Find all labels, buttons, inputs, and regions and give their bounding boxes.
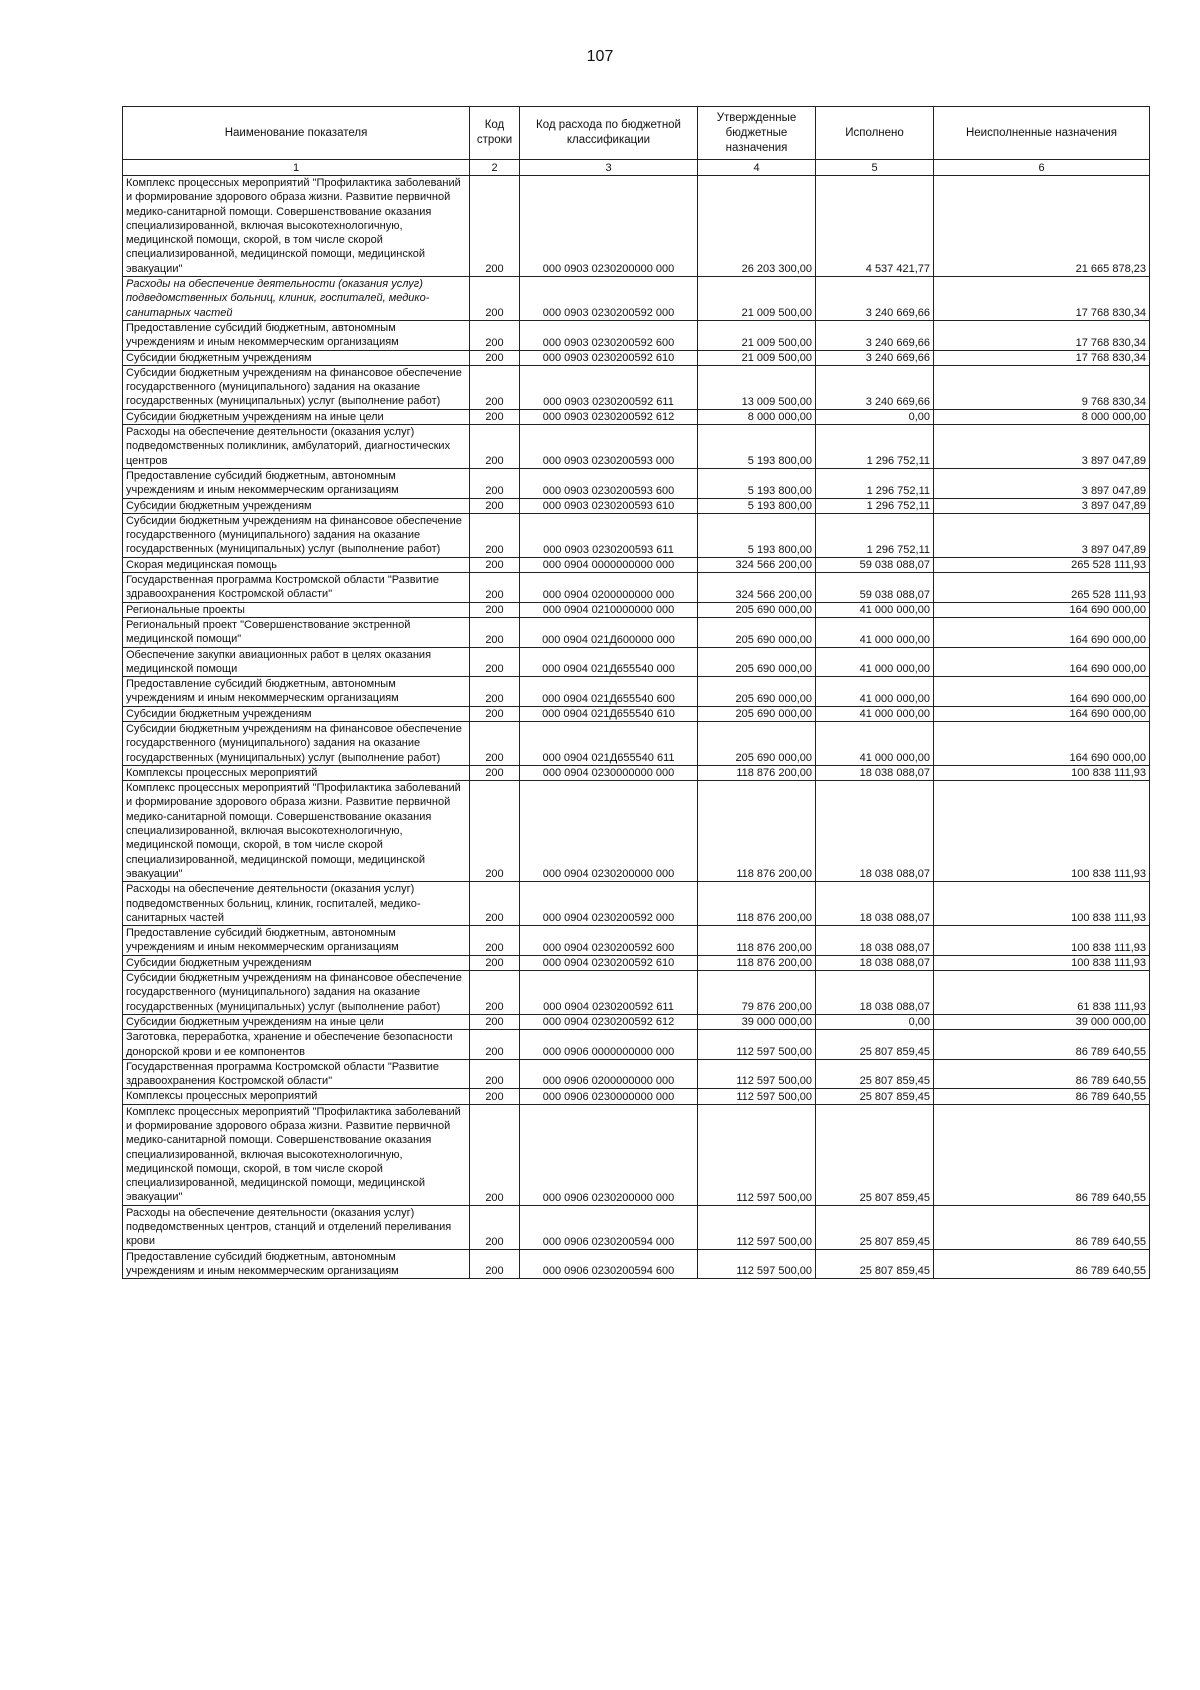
header-approved: Утвержденные бюджетные назначения bbox=[698, 107, 816, 160]
table-row bbox=[123, 1249, 1150, 1279]
approved-cell: 8 000 000,00 bbox=[698, 409, 816, 424]
expense-code-cell: 000 0904 0230200592 611 bbox=[520, 971, 698, 1015]
executed-cell: 3 240 669,66 bbox=[816, 277, 934, 321]
approved-cell: 5 193 800,00 bbox=[698, 498, 816, 513]
executed-cell: 18 038 088,07 bbox=[816, 882, 934, 926]
table-row bbox=[123, 573, 1150, 603]
indicator-name-cell: Субсидии бюджетным учреждениям на финансовое обеспечение государственного (муниципального) задания на оказание государственных (муниципальных) услуг (выполнение работ) bbox=[123, 971, 470, 1015]
expense-code-cell: 000 0903 0230200592 612 bbox=[520, 409, 698, 424]
indicator-name-cell: Комплексы процессных мероприятий bbox=[123, 765, 470, 780]
line-code-cell: 200 bbox=[470, 765, 520, 780]
expense-code-cell: 000 0904 021Д655540 611 bbox=[520, 721, 698, 765]
line-code-cell: 200 bbox=[470, 721, 520, 765]
table-row bbox=[123, 971, 1150, 1015]
table-row bbox=[123, 1089, 1150, 1104]
unexecuted-cell: 265 528 111,93 bbox=[934, 573, 1150, 603]
line-code-cell: 200 bbox=[470, 277, 520, 321]
unexecuted-cell: 164 690 000,00 bbox=[934, 706, 1150, 721]
line-code-cell: 200 bbox=[470, 1014, 520, 1029]
indicator-name-cell: Комплексы процессных мероприятий bbox=[123, 1089, 470, 1104]
indicator-name-cell: Предоставление субсидий бюджетным, автономным учреждениям и иным некоммерческим организациям bbox=[123, 677, 470, 707]
executed-cell: 59 038 088,07 bbox=[816, 557, 934, 572]
executed-cell: 25 807 859,45 bbox=[816, 1059, 934, 1089]
table-row bbox=[123, 557, 1150, 572]
table-row bbox=[123, 425, 1150, 469]
line-code-cell: 200 bbox=[470, 498, 520, 513]
header-indicator-name: Наименование показателя bbox=[123, 107, 470, 160]
line-code-cell: 200 bbox=[470, 706, 520, 721]
table-row bbox=[123, 277, 1150, 321]
approved-cell: 21 009 500,00 bbox=[698, 350, 816, 365]
indicator-name-cell: Комплекс процессных мероприятий "Профилактика заболеваний и формирование здорового образа жизни. Развитие первичной медико-санитарной помощи. Совершенствование оказания специализированной, включая высокотехнологичную, медицинской помощи, скорой, в том числе скорой специализированной, медицинской помощи, медицинской эвакуации" bbox=[123, 781, 470, 882]
table-row bbox=[123, 602, 1150, 617]
unexecuted-cell: 265 528 111,93 bbox=[934, 557, 1150, 572]
expense-code-cell: 000 0903 0230200592 610 bbox=[520, 350, 698, 365]
approved-cell: 21 009 500,00 bbox=[698, 320, 816, 350]
executed-cell: 1 296 752,11 bbox=[816, 498, 934, 513]
table-row bbox=[123, 1030, 1150, 1060]
expense-code-cell: 000 0904 0230200000 000 bbox=[520, 781, 698, 882]
approved-cell: 13 009 500,00 bbox=[698, 365, 816, 409]
executed-cell: 41 000 000,00 bbox=[816, 602, 934, 617]
line-code-cell: 200 bbox=[470, 365, 520, 409]
line-code-cell: 200 bbox=[470, 602, 520, 617]
indicator-name-cell: Комплекс процессных мероприятий "Профилактика заболеваний и формирование здорового образа жизни. Развитие первичной медико-санитарной помощи. Совершенствование оказания специализированной, включая высокотехнологичную, медицинской помощи, скорой, в том числе скорой специализированной, медицинской помощи, медицинской эвакуации" bbox=[123, 1104, 470, 1205]
table-row bbox=[123, 320, 1150, 350]
executed-cell: 25 807 859,45 bbox=[816, 1249, 934, 1279]
table-body bbox=[123, 176, 1150, 1279]
approved-cell: 112 597 500,00 bbox=[698, 1030, 816, 1060]
page-number: 107 bbox=[586, 48, 614, 65]
expense-code-cell: 000 0903 0230200593 600 bbox=[520, 468, 698, 498]
line-code-cell: 200 bbox=[470, 677, 520, 707]
executed-cell: 0,00 bbox=[816, 1014, 934, 1029]
approved-cell: 112 597 500,00 bbox=[698, 1104, 816, 1205]
table-row bbox=[123, 617, 1150, 647]
executed-cell: 1 296 752,11 bbox=[816, 513, 934, 557]
approved-cell: 205 690 000,00 bbox=[698, 602, 816, 617]
executed-cell: 3 240 669,66 bbox=[816, 320, 934, 350]
expense-code-cell: 000 0904 0230000000 000 bbox=[520, 765, 698, 780]
approved-cell: 118 876 200,00 bbox=[698, 926, 816, 956]
table-row bbox=[123, 513, 1150, 557]
table-row bbox=[123, 882, 1150, 926]
executed-cell: 18 038 088,07 bbox=[816, 955, 934, 970]
table-row bbox=[123, 409, 1150, 424]
line-code-cell: 200 bbox=[470, 425, 520, 469]
unexecuted-cell: 100 838 111,93 bbox=[934, 765, 1150, 780]
indicator-name-cell: Субсидии бюджетным учреждениям на иные цели bbox=[123, 409, 470, 424]
executed-cell: 1 296 752,11 bbox=[816, 468, 934, 498]
expense-code-cell: 000 0904 0200000000 000 bbox=[520, 573, 698, 603]
executed-cell: 3 240 669,66 bbox=[816, 365, 934, 409]
indicator-name-cell: Субсидии бюджетным учреждениям на финансовое обеспечение государственного (муниципального) задания на оказание государственных (муниципальных) услуг (выполнение работ) bbox=[123, 513, 470, 557]
expense-code-cell: 000 0906 0000000000 000 bbox=[520, 1030, 698, 1060]
expense-code-cell: 000 0904 021Д655540 000 bbox=[520, 647, 698, 677]
executed-cell: 3 240 669,66 bbox=[816, 350, 934, 365]
line-code-cell: 200 bbox=[470, 1030, 520, 1060]
indicator-name-cell: Обеспечение закупки авиационных работ в целях оказания медицинской помощи bbox=[123, 647, 470, 677]
header-unexecuted: Неисполненные назначения bbox=[934, 107, 1150, 160]
approved-cell: 79 876 200,00 bbox=[698, 971, 816, 1015]
indicator-name-cell: Государственная программа Костромской области "Развитие здравоохранения Костромской области" bbox=[123, 573, 470, 603]
line-code-cell: 200 bbox=[470, 350, 520, 365]
executed-cell: 0,00 bbox=[816, 409, 934, 424]
indicator-name-cell: Субсидии бюджетным учреждениям на иные цели bbox=[123, 1014, 470, 1029]
indicator-name-cell: Субсидии бюджетным учреждениям bbox=[123, 498, 470, 513]
approved-cell: 26 203 300,00 bbox=[698, 176, 816, 277]
unexecuted-cell: 86 789 640,55 bbox=[934, 1104, 1150, 1205]
approved-cell: 5 193 800,00 bbox=[698, 425, 816, 469]
column-number: 1 bbox=[123, 160, 470, 176]
indicator-name-cell: Расходы на обеспечение деятельности (оказания услуг) подведомственных поликлиник, амбулаторий, диагностических центров bbox=[123, 425, 470, 469]
table-row bbox=[123, 1014, 1150, 1029]
approved-cell: 324 566 200,00 bbox=[698, 573, 816, 603]
expense-code-cell: 000 0903 0230200593 611 bbox=[520, 513, 698, 557]
unexecuted-cell: 100 838 111,93 bbox=[934, 781, 1150, 882]
indicator-name-cell: Субсидии бюджетным учреждениям bbox=[123, 350, 470, 365]
line-code-cell: 200 bbox=[470, 882, 520, 926]
approved-cell: 21 009 500,00 bbox=[698, 277, 816, 321]
unexecuted-cell: 164 690 000,00 bbox=[934, 602, 1150, 617]
expense-code-cell: 000 0904 0230200592 610 bbox=[520, 955, 698, 970]
indicator-name-cell: Государственная программа Костромской области "Развитие здравоохранения Костромской области" bbox=[123, 1059, 470, 1089]
executed-cell: 25 807 859,45 bbox=[816, 1205, 934, 1249]
indicator-name-cell: Субсидии бюджетным учреждениям на финансовое обеспечение государственного (муниципального) задания на оказание государственных (муниципальных) услуг (выполнение работ) bbox=[123, 365, 470, 409]
unexecuted-cell: 100 838 111,93 bbox=[934, 926, 1150, 956]
expense-code-cell: 000 0904 0000000000 000 bbox=[520, 557, 698, 572]
expense-code-cell: 000 0906 0230200594 000 bbox=[520, 1205, 698, 1249]
line-code-cell: 200 bbox=[470, 926, 520, 956]
indicator-name-cell: Региональный проект "Совершенствование экстренной медицинской помощи" bbox=[123, 617, 470, 647]
line-code-cell: 200 bbox=[470, 1205, 520, 1249]
expense-code-cell: 000 0904 021Д600000 000 bbox=[520, 617, 698, 647]
table-row bbox=[123, 1059, 1150, 1089]
line-code-cell: 200 bbox=[470, 617, 520, 647]
line-code-cell: 200 bbox=[470, 955, 520, 970]
executed-cell: 25 807 859,45 bbox=[816, 1030, 934, 1060]
line-code-cell: 200 bbox=[470, 781, 520, 882]
indicator-name-cell: Субсидии бюджетным учреждениям bbox=[123, 706, 470, 721]
executed-cell: 18 038 088,07 bbox=[816, 765, 934, 780]
budget-execution-table bbox=[122, 106, 1150, 1279]
indicator-name-cell: Региональные проекты bbox=[123, 602, 470, 617]
table-row bbox=[123, 781, 1150, 882]
unexecuted-cell: 164 690 000,00 bbox=[934, 721, 1150, 765]
column-number: 3 bbox=[520, 160, 698, 176]
approved-cell: 118 876 200,00 bbox=[698, 955, 816, 970]
approved-cell: 118 876 200,00 bbox=[698, 882, 816, 926]
header-line-code: Код строки bbox=[470, 107, 520, 160]
header-expense-code: Код расхода по бюджетной классификации bbox=[520, 107, 698, 160]
expense-code-cell: 000 0906 0230200000 000 bbox=[520, 1104, 698, 1205]
unexecuted-cell: 3 897 047,89 bbox=[934, 468, 1150, 498]
indicator-name-cell: Расходы на обеспечение деятельности (оказания услуг) подведомственных больниц, клиник, госпиталей, медико-санитарных частей bbox=[123, 277, 470, 321]
unexecuted-cell: 100 838 111,93 bbox=[934, 955, 1150, 970]
line-code-cell: 200 bbox=[470, 1089, 520, 1104]
approved-cell: 205 690 000,00 bbox=[698, 647, 816, 677]
indicator-name-cell: Расходы на обеспечение деятельности (оказания услуг) подведомственных больниц, клиник, госпиталей, медико-санитарных частей bbox=[123, 882, 470, 926]
table-row bbox=[123, 365, 1150, 409]
indicator-name-cell: Скорая медицинская помощь bbox=[123, 557, 470, 572]
approved-cell: 205 690 000,00 bbox=[698, 677, 816, 707]
executed-cell: 41 000 000,00 bbox=[816, 677, 934, 707]
table-row bbox=[123, 706, 1150, 721]
executed-cell: 59 038 088,07 bbox=[816, 573, 934, 603]
approved-cell: 205 690 000,00 bbox=[698, 721, 816, 765]
approved-cell: 205 690 000,00 bbox=[698, 617, 816, 647]
table-row bbox=[123, 1104, 1150, 1205]
line-code-cell: 200 bbox=[470, 557, 520, 572]
expense-code-cell: 000 0903 0230200593 610 bbox=[520, 498, 698, 513]
approved-cell: 118 876 200,00 bbox=[698, 765, 816, 780]
indicator-name-cell: Субсидии бюджетным учреждениям на финансовое обеспечение государственного (муниципального) задания на оказание государственных (муниципальных) услуг (выполнение работ) bbox=[123, 721, 470, 765]
executed-cell: 18 038 088,07 bbox=[816, 781, 934, 882]
unexecuted-cell: 9 768 830,34 bbox=[934, 365, 1150, 409]
approved-cell: 112 597 500,00 bbox=[698, 1249, 816, 1279]
approved-cell: 112 597 500,00 bbox=[698, 1089, 816, 1104]
line-code-cell: 200 bbox=[470, 573, 520, 603]
expense-code-cell: 000 0903 0230200592 600 bbox=[520, 320, 698, 350]
expense-code-cell: 000 0906 0200000000 000 bbox=[520, 1059, 698, 1089]
line-code-cell: 200 bbox=[470, 971, 520, 1015]
executed-cell: 41 000 000,00 bbox=[816, 721, 934, 765]
table-row bbox=[123, 176, 1150, 277]
unexecuted-cell: 3 897 047,89 bbox=[934, 513, 1150, 557]
expense-code-cell: 000 0904 021Д655540 610 bbox=[520, 706, 698, 721]
expense-code-cell: 000 0903 0230200592 000 bbox=[520, 277, 698, 321]
column-number: 6 bbox=[934, 160, 1150, 176]
table-row bbox=[123, 1205, 1150, 1249]
indicator-name-cell: Заготовка, переработка, хранение и обеспечение безопасности донорской крови и ее компонентов bbox=[123, 1030, 470, 1060]
expense-code-cell: 000 0903 0230200000 000 bbox=[520, 176, 698, 277]
expense-code-cell: 000 0906 0230000000 000 bbox=[520, 1089, 698, 1104]
unexecuted-cell: 3 897 047,89 bbox=[934, 498, 1150, 513]
line-code-cell: 200 bbox=[470, 1249, 520, 1279]
expense-code-cell: 000 0904 0210000000 000 bbox=[520, 602, 698, 617]
column-number-row bbox=[123, 160, 1150, 176]
unexecuted-cell: 17 768 830,34 bbox=[934, 350, 1150, 365]
executed-cell: 25 807 859,45 bbox=[816, 1089, 934, 1104]
table-row bbox=[123, 498, 1150, 513]
expense-code-cell: 000 0903 0230200593 000 bbox=[520, 425, 698, 469]
expense-code-cell: 000 0906 0230200594 600 bbox=[520, 1249, 698, 1279]
table-row bbox=[123, 721, 1150, 765]
line-code-cell: 200 bbox=[470, 1104, 520, 1205]
table-row bbox=[123, 677, 1150, 707]
executed-cell: 41 000 000,00 bbox=[816, 647, 934, 677]
expense-code-cell: 000 0904 0230200592 600 bbox=[520, 926, 698, 956]
expense-code-cell: 000 0903 0230200592 611 bbox=[520, 365, 698, 409]
approved-cell: 112 597 500,00 bbox=[698, 1205, 816, 1249]
approved-cell: 5 193 800,00 bbox=[698, 468, 816, 498]
expense-code-cell: 000 0904 0230200592 612 bbox=[520, 1014, 698, 1029]
table-row bbox=[123, 647, 1150, 677]
line-code-cell: 200 bbox=[470, 409, 520, 424]
executed-cell: 18 038 088,07 bbox=[816, 926, 934, 956]
indicator-name-cell: Предоставление субсидий бюджетным, автономным учреждениям и иным некоммерческим организациям bbox=[123, 1249, 470, 1279]
table-row bbox=[123, 765, 1150, 780]
column-number: 2 bbox=[470, 160, 520, 176]
line-code-cell: 200 bbox=[470, 513, 520, 557]
indicator-name-cell: Предоставление субсидий бюджетным, автономным учреждениям и иным некоммерческим организациям bbox=[123, 468, 470, 498]
column-number: 4 bbox=[698, 160, 816, 176]
unexecuted-cell: 21 665 878,23 bbox=[934, 176, 1150, 277]
expense-code-cell: 000 0904 021Д655540 600 bbox=[520, 677, 698, 707]
unexecuted-cell: 8 000 000,00 bbox=[934, 409, 1150, 424]
unexecuted-cell: 3 897 047,89 bbox=[934, 425, 1150, 469]
indicator-name-cell: Субсидии бюджетным учреждениям bbox=[123, 955, 470, 970]
executed-cell: 1 296 752,11 bbox=[816, 425, 934, 469]
unexecuted-cell: 164 690 000,00 bbox=[934, 647, 1150, 677]
header-executed: Исполнено bbox=[816, 107, 934, 160]
unexecuted-cell: 61 838 111,93 bbox=[934, 971, 1150, 1015]
unexecuted-cell: 86 789 640,55 bbox=[934, 1205, 1150, 1249]
line-code-cell: 200 bbox=[470, 1059, 520, 1089]
unexecuted-cell: 17 768 830,34 bbox=[934, 277, 1150, 321]
unexecuted-cell: 86 789 640,55 bbox=[934, 1089, 1150, 1104]
table-row bbox=[123, 350, 1150, 365]
executed-cell: 4 537 421,77 bbox=[816, 176, 934, 277]
approved-cell: 205 690 000,00 bbox=[698, 706, 816, 721]
table-row bbox=[123, 468, 1150, 498]
line-code-cell: 200 bbox=[470, 176, 520, 277]
executed-cell: 25 807 859,45 bbox=[816, 1104, 934, 1205]
header-row bbox=[123, 107, 1150, 160]
executed-cell: 41 000 000,00 bbox=[816, 706, 934, 721]
line-code-cell: 200 bbox=[470, 468, 520, 498]
approved-cell: 39 000 000,00 bbox=[698, 1014, 816, 1029]
unexecuted-cell: 86 789 640,55 bbox=[934, 1249, 1150, 1279]
unexecuted-cell: 100 838 111,93 bbox=[934, 882, 1150, 926]
executed-cell: 18 038 088,07 bbox=[816, 971, 934, 1015]
indicator-name-cell: Предоставление субсидий бюджетным, автономным учреждениям и иным некоммерческим организациям bbox=[123, 320, 470, 350]
executed-cell: 41 000 000,00 bbox=[816, 617, 934, 647]
line-code-cell: 200 bbox=[470, 320, 520, 350]
approved-cell: 324 566 200,00 bbox=[698, 557, 816, 572]
unexecuted-cell: 86 789 640,55 bbox=[934, 1059, 1150, 1089]
indicator-name-cell: Предоставление субсидий бюджетным, автономным учреждениям и иным некоммерческим организациям bbox=[123, 926, 470, 956]
line-code-cell: 200 bbox=[470, 647, 520, 677]
table-row bbox=[123, 955, 1150, 970]
unexecuted-cell: 17 768 830,34 bbox=[934, 320, 1150, 350]
approved-cell: 5 193 800,00 bbox=[698, 513, 816, 557]
indicator-name-cell: Расходы на обеспечение деятельности (оказания услуг) подведомственных центров, станций и отделений переливания крови bbox=[123, 1205, 470, 1249]
unexecuted-cell: 86 789 640,55 bbox=[934, 1030, 1150, 1060]
column-number: 5 bbox=[816, 160, 934, 176]
approved-cell: 118 876 200,00 bbox=[698, 781, 816, 882]
approved-cell: 112 597 500,00 bbox=[698, 1059, 816, 1089]
unexecuted-cell: 39 000 000,00 bbox=[934, 1014, 1150, 1029]
unexecuted-cell: 164 690 000,00 bbox=[934, 677, 1150, 707]
expense-code-cell: 000 0904 0230200592 000 bbox=[520, 882, 698, 926]
indicator-name-cell: Комплекс процессных мероприятий "Профилактика заболеваний и формирование здорового образа жизни. Развитие первичной медико-санитарной помощи. Совершенствование оказания специализированной, включая высокотехнологичную, медицинской помощи, скорой, в том числе скорой специализированной, медицинской помощи, медицинской эвакуации" bbox=[123, 176, 470, 277]
table-row bbox=[123, 926, 1150, 956]
unexecuted-cell: 164 690 000,00 bbox=[934, 617, 1150, 647]
